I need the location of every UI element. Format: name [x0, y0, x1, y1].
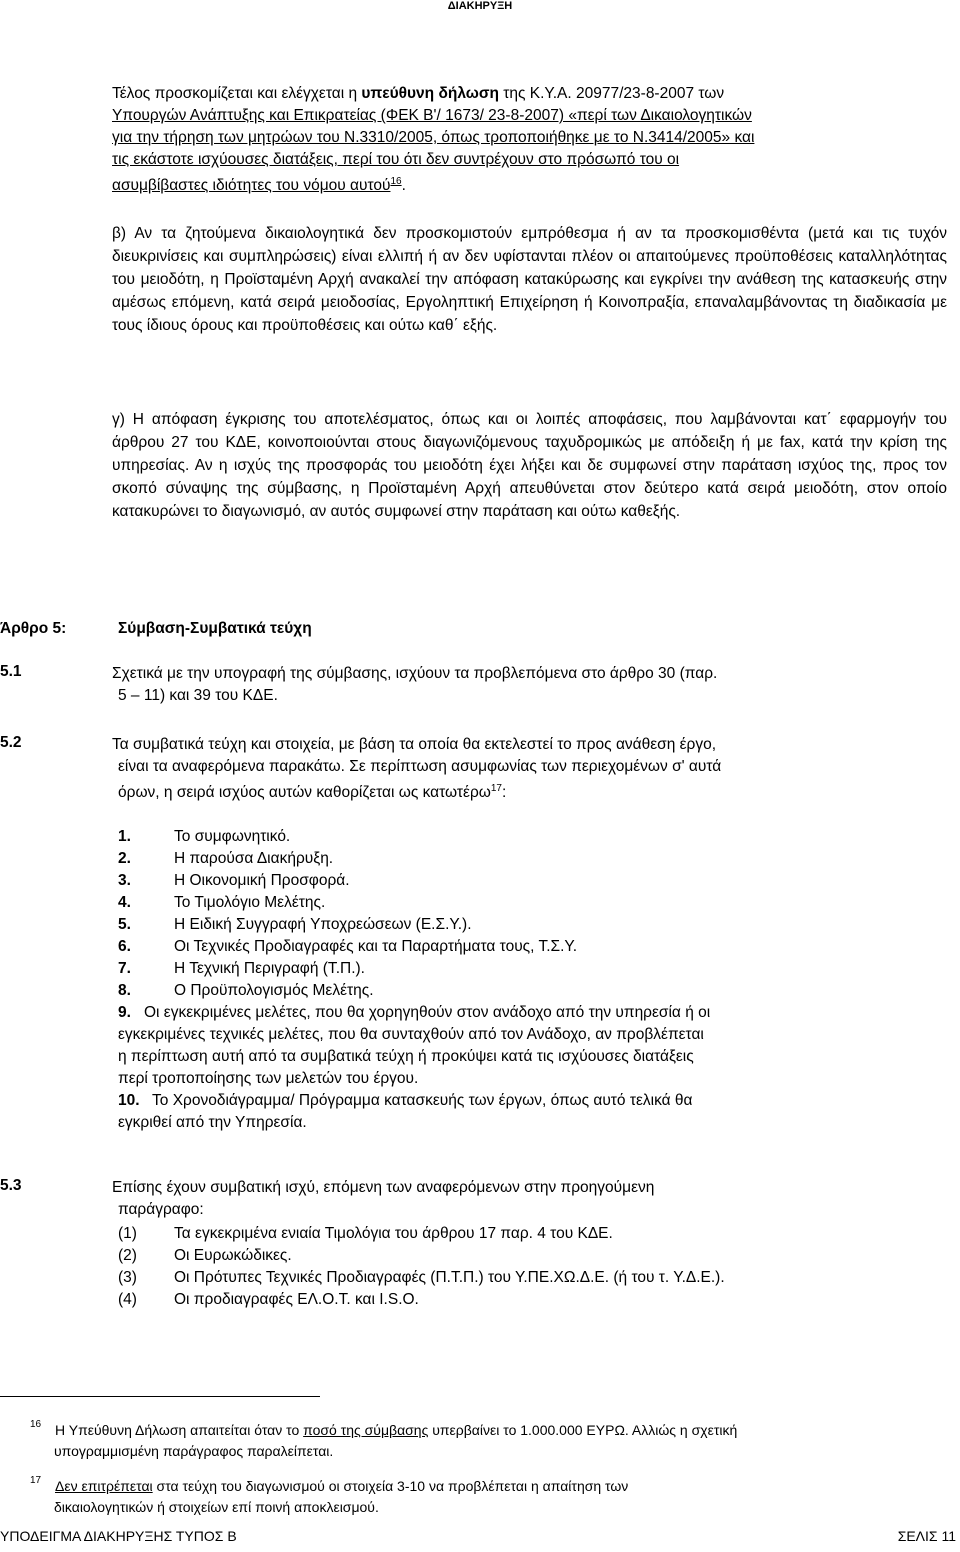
article-title: Σύμβαση-Συμβατικά τεύχη [118, 620, 312, 637]
list-item: 1. Το συμφωνητικό. [118, 828, 291, 845]
footnote-divider [0, 1396, 320, 1397]
list-item: 5. Η Ειδική Συγγραφή Υποχρεώσεων (Ε.Σ.Υ.). [118, 916, 472, 933]
paragraph-c: γ) Η απόφαση έγκρισης του αποτελέσματος, όπως και οι λοιπές αποφάσεις, που λαμβάνονται κατ΄ εφαρμογήν του άρθρου 27 του ΚΔΕ, κοινοποιούνται στους διαγωνιζόμενους ταχυδρομικώς με απόδειξη ή με fax, κατά την κρίση της υπηρεσίας. Αν η ισχύς της προσφοράς του μειοδότη έχει λήξει και δε συμφωνεί στην παράταση ισχύος της, προς τον σκοπό σύναψης της σύμβασης, η Προϊσταμένη Αρχή απευθύνεται στον δεύτερο κατά σειρά μειοδότη, στον οποίο κατακυρώνει το διαγωνισμό, αν αυτός συμφωνεί στην παράταση και ούτω καθεξής. [112, 411, 947, 520]
list-item: (2) Οι Ευρωκώδικες. [118, 1247, 292, 1264]
intro-paragraph: Τέλος προσκομίζεται και ελέγχεται η υπεύθυνη δήλωση της Κ.Υ.Α. 20977/23-8-2007 των Υπουργών Ανάπτυξης και Επικρατείας (ΦΕΚ Β'/ 1673/ 23-8-2007) «περί των Δικαιολογητικών για την τήρηση των μητρώων του Ν.3310/2005, όπως τροποποιήθηκε με το Ν.3414/2005» και τις εκάστοτε ισχύουσες διατάξεις, περί του ότι δεν συντρέχουν στο πρόσωπό του οι ασυμβίβαστες ιδιότητες του νόμου αυτού$^{16}$. [112, 85, 755, 195]
paragraph-b: β) Αν τα ζητούμενα δικαιολογητικά δεν προσκομιστούν εμπρόθεσμα ή αν τα προσκομισθέντα (μετά και τις τυχόν διευκρινίσεις και συμπληρώσεις) είναι ελλιπή ή αν δεν υφίστανται πλέον οι απαιτούμενες προϋποθέσεις καταλληλότητας του μειοδότη, η Προϊσταμένη Αρχή ανακαλεί την απόφαση κατακύρωσης και εγκρίνει την ανάθεση της κατασκευής στην αμέσως επόμενη, κατά σειρά μειοδοσίας, Εργοληπτική Επιχείρηση ή Κοινοπραξία, επαναλαμβάνοντας τη διαδικασία με τους ίδιους όρους και προϋποθέσεις και ούτω καθ΄ εξής. [112, 225, 947, 334]
list-item: (1) Τα εγκεκριμένα ενιαία Τιμολόγια του άρθρου 17 παρ. 4 του ΚΔΕ. [118, 1225, 613, 1242]
page-number: ΣΕΛΙΣ 11 [897, 1528, 956, 1544]
footnote-ref-17: 17 [490, 783, 502, 794]
list-item: 2. Η παρούσα Διακήρυξη. [118, 850, 334, 867]
footnote-ref-16: 16 [390, 176, 402, 187]
list-item: 6. Οι Τεχνικές Προδιαγραφές και τα Παραρτήματα τους, Τ.Σ.Υ. [118, 938, 578, 955]
list-item: 3. Η Οικονομική Προσφορά. [118, 872, 350, 889]
contract-documents-list [118, 826, 954, 1134]
responsible-declaration: υπεύθυνη δήλωση [361, 85, 499, 102]
header-title: ΔΙΑΚΗΡΥΞΗ [447, 0, 513, 12]
list-item: 4. Το Τιμολόγιο Μελέτης. [118, 894, 326, 911]
article-number: Άρθρο 5: [0, 620, 67, 637]
section-5-3-sublist [118, 1223, 954, 1311]
list-item: (3) Οι Πρότυπες Τεχνικές Προδιαγραφές (Π.Τ.Π.) του Υ.ΠΕ.ΧΩ.Δ.Ε. (ή του τ. Υ.Δ.Ε.). [118, 1269, 725, 1286]
footnote-16: 16 Η Υπεύθυνη Δήλωση απαιτείται όταν το ποσό της σύμβασης υπερβαίνει το 1.000.000 ΕΥΡΩ. Αλλιώς η σχετική υπογραμμισμένη παράγραφος παραλείπεται. [30, 1419, 738, 1459]
list-item-9: 9. Οι εγκεκριμένες μελέτες, που θα χορηγηθούν στον ανάδοχο από την υπηρεσία ή οι εγκεκριμένες τεχνικές μελέτες, που θα συνταχθούν από τον Ανάδοχο, αν προβλέπεται η περίπτωση αυτή από τα συμβατικά τεύχη ή προκύψει κατά τις ισχύουσες διατάξεις περί τροποποίησης των μελετών του έργου. [118, 1004, 711, 1087]
list-item: 8. Ο Προϋπολογισμός Μελέτης. [118, 982, 374, 999]
footer-document-type: ΥΠΟΔΕΙΓΜΑ ΔΙΑΚΗΡΥΞΗΣ ΤΥΠΟΣ Β [0, 1528, 237, 1544]
list-item: 7. Η Τεχνική Περιγραφή (Τ.Π.). [118, 960, 365, 977]
list-item-10: 10. Το Χρονοδιάγραμμα/ Πρόγραμμα κατασκευής των έργων, όπως αυτό τελικά θα εγκριθεί από την Υπηρεσία. [118, 1092, 693, 1131]
footnote-17: 17 Δεν επιτρέπεται στα τεύχη του διαγωνισμού οι στοιχεία 3-10 να προβλέπεται η απαίτηση των δικαιολογητικών ή στοιχείων επί ποινή αποκλεισμού. [30, 1475, 629, 1515]
page-header [0, 0, 960, 13]
list-item: (4) Οι προδιαγραφές ΕΛ.Ο.Τ. και I.S.O. [118, 1291, 419, 1308]
